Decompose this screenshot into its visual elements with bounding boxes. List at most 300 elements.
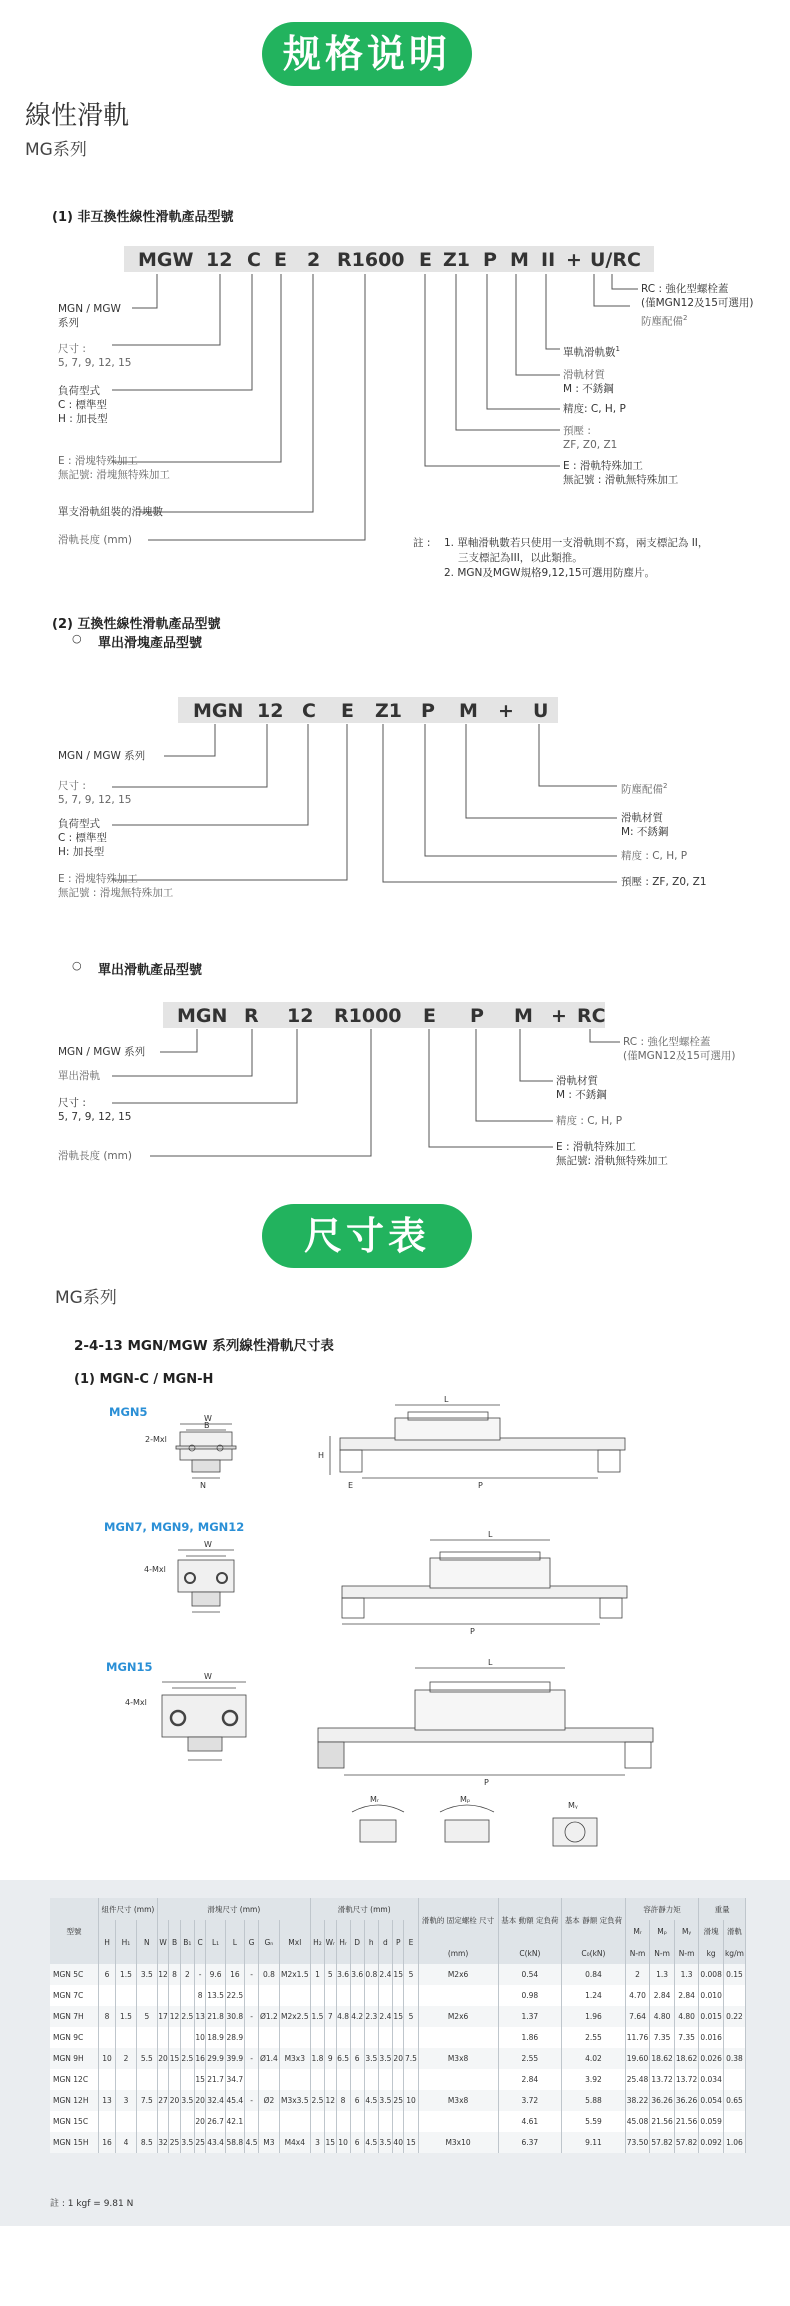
value-cell: 3.5 bbox=[378, 2132, 392, 2153]
mgn7-side-view bbox=[342, 1540, 627, 1624]
th-col-20: (mm) bbox=[418, 1942, 498, 1964]
value-cell: 36.26 bbox=[674, 2090, 699, 2111]
value-cell: 4 bbox=[116, 2132, 137, 2153]
value-cell bbox=[259, 1985, 280, 2006]
value-cell: M3x8 bbox=[418, 2090, 498, 2111]
value-cell: 22.5 bbox=[225, 1985, 244, 2006]
c2-size-label: 尺寸 : bbox=[58, 780, 86, 792]
code2-size: 12 bbox=[257, 700, 284, 722]
c3-rc-note: (僅MGN12及15可選用) bbox=[623, 1050, 736, 1062]
value-cell bbox=[336, 1985, 350, 2006]
value-cell: 13.72 bbox=[650, 2069, 675, 2090]
th-rail: 滑軌尺寸 (mm) bbox=[310, 1898, 418, 1920]
value-cell bbox=[418, 2111, 498, 2132]
value-cell bbox=[325, 2069, 337, 2090]
model-cell: MGN 15C bbox=[50, 2111, 99, 2132]
value-cell: - bbox=[245, 2090, 259, 2111]
th-model: 型號 bbox=[50, 1898, 99, 1964]
th-block: 滑塊尺寸 (mm) bbox=[157, 1898, 310, 1920]
value-cell: 2.5 bbox=[180, 2006, 194, 2027]
table-row bbox=[50, 2027, 746, 2048]
value-cell bbox=[310, 2111, 324, 2132]
value-cell: 25 bbox=[392, 2090, 404, 2111]
value-cell: 30.8 bbox=[225, 2006, 244, 2027]
note1-line2: 三支標記為III，以此類推。 bbox=[458, 552, 583, 564]
value-cell bbox=[378, 1985, 392, 2006]
value-cell: 3 bbox=[310, 2132, 324, 2153]
value-cell: M3x3 bbox=[279, 2048, 310, 2069]
value-cell bbox=[392, 2027, 404, 2048]
table-row bbox=[50, 2111, 746, 2132]
label-mr: Mᵣ bbox=[370, 1795, 379, 1804]
value-cell: 18.62 bbox=[650, 2048, 675, 2069]
value-cell: 10 bbox=[404, 2090, 418, 2111]
c3-length-label: 滑軌長度 (mm) bbox=[58, 1150, 132, 1162]
model-cell: MGN 12H bbox=[50, 2090, 99, 2111]
value-cell: 7.5 bbox=[136, 2090, 157, 2111]
value-cell: M2x1.5 bbox=[279, 1964, 310, 1985]
th-col-7: L₁ bbox=[206, 1920, 225, 1964]
label-l-7: L bbox=[488, 1530, 493, 1539]
page-title: 線性滑軌 bbox=[25, 101, 130, 131]
th-assembly: 組件尺寸 (mm) bbox=[99, 1898, 158, 1920]
value-cell: 57.82 bbox=[674, 2132, 699, 2153]
value-cell: M2x2.5 bbox=[279, 2006, 310, 2027]
value-cell: 16 bbox=[194, 2048, 206, 2069]
value-cell: 5.59 bbox=[562, 2111, 626, 2132]
c3-size-label: 尺寸 : bbox=[58, 1097, 86, 1109]
value-cell: 0.059 bbox=[699, 2111, 724, 2132]
value-cell: 0.008 bbox=[699, 1964, 724, 1985]
value-cell: 21.56 bbox=[650, 2111, 675, 2132]
code2-material: M bbox=[459, 700, 478, 722]
value-cell: 29.9 bbox=[206, 2048, 225, 2069]
value-cell: 8.5 bbox=[136, 2132, 157, 2153]
c1-preload-values: ZF, Z0, Z1 bbox=[563, 439, 618, 451]
th-col-23: Mᵣ bbox=[625, 1920, 650, 1942]
value-cell: 16 bbox=[225, 1964, 244, 1985]
value-cell: 6 bbox=[99, 1964, 116, 1985]
value-cell: 20 bbox=[194, 2090, 206, 2111]
section2a-title: 單出滑塊產品型號 bbox=[98, 636, 203, 651]
value-cell: 1.3 bbox=[674, 1964, 699, 1985]
table-subtitle: (1) MGN-C / MGN-H bbox=[74, 1372, 214, 1387]
drawing-title-mgn15: MGN15 bbox=[106, 1660, 153, 1674]
model-cell: MGN 7H bbox=[50, 2006, 99, 2027]
code1-plus: + bbox=[566, 249, 582, 271]
bullet-icon: ○ bbox=[72, 632, 82, 645]
value-cell: 21.56 bbox=[674, 2111, 699, 2132]
label-mxl-7: 4-Mxl bbox=[144, 1565, 166, 1574]
value-cell: 10 bbox=[336, 2132, 350, 2153]
c1-series-label: MGN / MGW bbox=[58, 303, 121, 315]
th-col-5: B₁ bbox=[180, 1920, 194, 1964]
value-cell bbox=[99, 2069, 116, 2090]
label-mp: Mₚ bbox=[460, 1795, 471, 1804]
th-static: 基本 靜額 定負荷 bbox=[562, 1898, 626, 1942]
th-unit-3: kg bbox=[699, 1942, 724, 1964]
th-unit-1: N-m bbox=[650, 1942, 675, 1964]
value-cell: 8 bbox=[194, 1985, 206, 2006]
mgn5-side-view bbox=[330, 1405, 625, 1478]
th-unit-0: N-m bbox=[625, 1942, 650, 1964]
table-row bbox=[50, 2090, 746, 2111]
value-cell: 9.6 bbox=[206, 1964, 225, 1985]
code1-rail-e: E bbox=[419, 249, 432, 271]
value-cell: 1.5 bbox=[116, 1964, 137, 1985]
value-cell: 7.35 bbox=[650, 2027, 675, 2048]
c2-series-label: MGN / MGW 系列 bbox=[58, 750, 146, 762]
note1-line3: 2. MGN及MGW規格9,12,15可選用防塵片。 bbox=[444, 567, 656, 579]
label-b-5: B bbox=[204, 1421, 210, 1430]
value-cell bbox=[378, 2111, 392, 2132]
value-cell: 8 bbox=[99, 2006, 116, 2027]
label-my: Mᵧ bbox=[568, 1801, 578, 1810]
note1-line1: 1. 單軸滑軌數若只使用一支滑軌則不寫，兩支標記為 II， bbox=[444, 537, 709, 549]
value-cell bbox=[364, 2069, 378, 2090]
code2-preload: Z1 bbox=[375, 700, 402, 722]
value-cell: 0.015 bbox=[699, 2006, 724, 2027]
code1-rails: II bbox=[541, 249, 556, 271]
c1-load-label: 負荷型式 bbox=[58, 385, 100, 397]
mgn7-front-view bbox=[178, 1550, 234, 1612]
value-cell: 21.7 bbox=[206, 2069, 225, 2090]
value-cell bbox=[157, 2111, 169, 2132]
value-cell bbox=[350, 2111, 364, 2132]
value-cell: 5.5 bbox=[136, 2048, 157, 2069]
label-w-7: W bbox=[204, 1540, 212, 1549]
value-cell: 1.3 bbox=[650, 1964, 675, 1985]
code3-length: R1000 bbox=[334, 1005, 402, 1027]
value-cell: 15 bbox=[392, 1964, 404, 1985]
c1-size-label: 尺寸 : bbox=[58, 343, 86, 355]
value-cell bbox=[116, 1985, 137, 2006]
value-cell: 0.38 bbox=[723, 2048, 745, 2069]
value-cell: 1.5 bbox=[116, 2006, 137, 2027]
moment-diagrams bbox=[352, 1805, 597, 1846]
value-cell bbox=[378, 2027, 392, 2048]
c1-dust-label: 防塵配備$^2$ bbox=[641, 314, 688, 328]
label-l-15: L bbox=[488, 1658, 493, 1667]
value-cell: 2.3 bbox=[364, 2006, 378, 2027]
label-p-15: P bbox=[484, 1778, 489, 1787]
drawing-title-mgn5: MGN5 bbox=[109, 1405, 148, 1419]
label-mxl-5: 2-Mxl bbox=[145, 1435, 167, 1444]
value-cell: 15 bbox=[194, 2069, 206, 2090]
value-cell: - bbox=[194, 1964, 206, 1985]
label-p-7: P bbox=[470, 1627, 475, 1636]
code1-series: MGW bbox=[138, 249, 194, 271]
value-cell: 15 bbox=[392, 2006, 404, 2027]
value-cell: - bbox=[245, 2048, 259, 2069]
value-cell: 4.5 bbox=[245, 2132, 259, 2153]
value-cell: 4.2 bbox=[350, 2006, 364, 2027]
value-cell: 26.7 bbox=[206, 2111, 225, 2132]
code1-block-count: 2 bbox=[307, 249, 321, 271]
value-cell bbox=[116, 2027, 137, 2048]
value-cell: 0.15 bbox=[723, 1964, 745, 1985]
value-cell bbox=[350, 2069, 364, 2090]
value-cell: 38.22 bbox=[625, 2090, 650, 2111]
table-row bbox=[50, 1964, 746, 1985]
section2-title: (2) 互換性線性滑軌產品型號 bbox=[52, 617, 221, 632]
c3-rail-label: 單出滑軌 bbox=[58, 1070, 100, 1082]
value-cell: 0.016 bbox=[699, 2027, 724, 2048]
model-cell: MGN 9C bbox=[50, 2027, 99, 2048]
c2-block-e-label: E : 滑塊特殊加工 bbox=[58, 873, 138, 885]
th-col-4: B bbox=[169, 1920, 181, 1964]
value-cell: M3x8 bbox=[418, 2048, 498, 2069]
th-col-10: Gₙ bbox=[259, 1920, 280, 1964]
c2-preload-label: 預壓 : ZF, Z0, Z1 bbox=[621, 876, 707, 888]
c1-rail-none-label: 無記號 : 滑軌無特殊加工 bbox=[563, 474, 679, 486]
value-cell: 0.22 bbox=[723, 2006, 745, 2027]
value-cell bbox=[136, 2027, 157, 2048]
value-cell: 4.8 bbox=[336, 2006, 350, 2027]
value-cell: 18.62 bbox=[674, 2048, 699, 2069]
drawing-title-mgn7: MGN7, MGN9, MGN12 bbox=[104, 1520, 245, 1534]
c3-accuracy-label: 精度 : C, H, P bbox=[556, 1115, 623, 1127]
value-cell bbox=[310, 2069, 324, 2090]
value-cell bbox=[404, 1985, 418, 2006]
value-cell: 45.4 bbox=[225, 2090, 244, 2111]
series-label: MG系列 bbox=[25, 140, 87, 160]
value-cell bbox=[99, 2111, 116, 2132]
value-cell bbox=[418, 2027, 498, 2048]
c2-load-label: 負荷型式 bbox=[58, 818, 100, 830]
value-cell: M3x10 bbox=[418, 2132, 498, 2153]
th-col-8: L bbox=[225, 1920, 244, 1964]
value-cell bbox=[259, 2069, 280, 2090]
value-cell bbox=[180, 2027, 194, 2048]
value-cell bbox=[404, 2027, 418, 2048]
table-row bbox=[50, 2006, 746, 2027]
value-cell: 2.5 bbox=[310, 2090, 324, 2111]
code2-plus: + bbox=[498, 700, 514, 722]
value-cell: 7 bbox=[325, 2006, 337, 2027]
value-cell: 13.72 bbox=[674, 2069, 699, 2090]
value-cell: 3.5 bbox=[136, 1964, 157, 1985]
value-cell: 4.70 bbox=[625, 1985, 650, 2006]
banner-spec: 规格说明 bbox=[262, 22, 472, 86]
value-cell: 3.72 bbox=[498, 2090, 562, 2111]
th-unit-2: N-m bbox=[674, 1942, 699, 1964]
c3-size-values: 5, 7, 9, 12, 15 bbox=[58, 1111, 132, 1123]
value-cell: 13 bbox=[194, 2006, 206, 2027]
value-cell: 7.5 bbox=[404, 2048, 418, 2069]
label-p-5: P bbox=[478, 1481, 483, 1490]
value-cell: 3.5 bbox=[364, 2048, 378, 2069]
sup-1: 1 bbox=[615, 345, 620, 353]
th-col-16: h bbox=[364, 1920, 378, 1964]
value-cell: 0.84 bbox=[562, 1964, 626, 1985]
value-cell: 6 bbox=[350, 2048, 364, 2069]
value-cell: 12 bbox=[169, 2006, 181, 2027]
value-cell: 1.8 bbox=[310, 2048, 324, 2069]
value-cell: 5 bbox=[404, 2006, 418, 2027]
value-cell bbox=[259, 2027, 280, 2048]
value-cell bbox=[723, 2111, 745, 2132]
code1-dust: U/RC bbox=[590, 249, 641, 271]
value-cell: 40 bbox=[392, 2132, 404, 2153]
th-moment: 容許靜力矩 bbox=[625, 1898, 699, 1920]
label-n-5: N bbox=[200, 1481, 206, 1490]
th-col-21: C(kN) bbox=[498, 1942, 562, 1964]
value-cell: 11.76 bbox=[625, 2027, 650, 2048]
model-cell: MGN 9H bbox=[50, 2048, 99, 2069]
value-cell bbox=[169, 2027, 181, 2048]
value-cell: 2.4 bbox=[378, 1964, 392, 1985]
value-cell: 21.8 bbox=[206, 2006, 225, 2027]
th-unit-4: kg/m bbox=[723, 1942, 745, 1964]
value-cell: 9.11 bbox=[562, 2132, 626, 2153]
value-cell: 4.61 bbox=[498, 2111, 562, 2132]
value-cell bbox=[136, 2111, 157, 2132]
table-title: 2-4-13 MGN/MGW 系列線性滑軌尺寸表 bbox=[74, 1338, 334, 1354]
value-cell: 7.35 bbox=[674, 2027, 699, 2048]
value-cell bbox=[99, 1985, 116, 2006]
th-col-24: Mₚ bbox=[650, 1920, 675, 1942]
c1-rail-e-label: E : 滑軌特殊加工 bbox=[563, 460, 643, 472]
c2-material-value: M: 不銹鋼 bbox=[621, 826, 669, 838]
value-cell: 45.08 bbox=[625, 2111, 650, 2132]
mgn15-side-view bbox=[318, 1668, 653, 1775]
value-cell bbox=[279, 2111, 310, 2132]
value-cell bbox=[279, 2027, 310, 2048]
banner-dimensions: 尺寸表 bbox=[262, 1204, 472, 1268]
value-cell bbox=[116, 2069, 137, 2090]
value-cell: 32 bbox=[157, 2132, 169, 2153]
code2-block-e: E bbox=[341, 700, 354, 722]
value-cell bbox=[336, 2111, 350, 2132]
code3-rail-e: E bbox=[423, 1005, 436, 1027]
value-cell: 7.64 bbox=[625, 2006, 650, 2027]
value-cell bbox=[350, 2027, 364, 2048]
value-cell: 2 bbox=[180, 1964, 194, 1985]
value-cell bbox=[136, 2069, 157, 2090]
series-label-2: MG系列 bbox=[55, 1288, 117, 1308]
value-cell: 27 bbox=[157, 2090, 169, 2111]
th-col-15: D bbox=[350, 1920, 364, 1964]
value-cell: 0.8 bbox=[259, 1964, 280, 1985]
value-cell: 34.7 bbox=[225, 2069, 244, 2090]
value-cell: 17 bbox=[157, 2006, 169, 2027]
code2-accuracy: P bbox=[421, 700, 435, 722]
value-cell: 20 bbox=[169, 2090, 181, 2111]
c1-series-label2: 系列 bbox=[58, 317, 79, 329]
c3-material-label: 滑軌材質 bbox=[556, 1075, 598, 1087]
value-cell: 19.60 bbox=[625, 2048, 650, 2069]
table-body bbox=[50, 1964, 746, 2153]
table-row bbox=[50, 2069, 746, 2090]
value-cell: 3.5 bbox=[378, 2090, 392, 2111]
th-col-26: 滑塊 bbox=[699, 1920, 724, 1942]
value-cell bbox=[723, 1985, 745, 2006]
value-cell bbox=[279, 2069, 310, 2090]
value-cell: 0.054 bbox=[699, 2090, 724, 2111]
label-w-15: W bbox=[204, 1672, 212, 1681]
value-cell bbox=[325, 2027, 337, 2048]
th-col-19: E bbox=[404, 1920, 418, 1964]
bullet-icon-2: ○ bbox=[72, 959, 82, 972]
code1-length: R1600 bbox=[337, 249, 405, 271]
code1-preload: Z1 bbox=[443, 249, 470, 271]
c3-rail-none-label: 無記號: 滑軌無特殊加工 bbox=[556, 1155, 668, 1167]
value-cell: 73.50 bbox=[625, 2132, 650, 2153]
value-cell: 25 bbox=[194, 2132, 206, 2153]
value-cell bbox=[99, 2027, 116, 2048]
value-cell: 2 bbox=[625, 1964, 650, 1985]
th-col-2: N bbox=[136, 1920, 157, 1964]
value-cell: 2 bbox=[116, 2048, 137, 2069]
th-col-1: H₁ bbox=[116, 1920, 137, 1964]
value-cell: - bbox=[245, 2006, 259, 2027]
sup-2: 2 bbox=[683, 314, 688, 322]
c1-block-count-label: 單支滑軌組裝的滑塊數 bbox=[58, 506, 163, 518]
c1-accuracy-label: 精度: C, H, P bbox=[563, 403, 626, 415]
value-cell: 1.06 bbox=[723, 2132, 745, 2153]
th-col-17: d bbox=[378, 1920, 392, 1964]
value-cell: 5 bbox=[404, 1964, 418, 1985]
c1-material-value: M : 不銹鋼 bbox=[563, 383, 614, 395]
value-cell: M4x4 bbox=[279, 2132, 310, 2153]
c1-preload-label: 預壓 : bbox=[563, 425, 591, 437]
value-cell bbox=[723, 2069, 745, 2090]
value-cell: 3 bbox=[116, 2090, 137, 2111]
value-cell bbox=[404, 2111, 418, 2132]
code1-size: 12 bbox=[206, 249, 233, 271]
value-cell: 5 bbox=[136, 2006, 157, 2027]
value-cell: - bbox=[245, 1964, 259, 1985]
model-cell: MGN 5C bbox=[50, 1964, 99, 1985]
c1-block-e-label: E : 滑塊特殊加工 bbox=[58, 455, 138, 467]
value-cell: 13.5 bbox=[206, 1985, 225, 2006]
value-cell: 36.26 bbox=[650, 2090, 675, 2111]
value-cell: M2x6 bbox=[418, 1964, 498, 1985]
code2-series: MGN bbox=[193, 700, 244, 722]
value-cell: Ø2 bbox=[259, 2090, 280, 2111]
th-col-25: Mᵧ bbox=[674, 1920, 699, 1942]
table-row bbox=[50, 2132, 746, 2153]
value-cell: 0.092 bbox=[699, 2132, 724, 2153]
label-h-5: H bbox=[318, 1451, 325, 1460]
value-cell: 6 bbox=[350, 2132, 364, 2153]
code3-series: MGN bbox=[177, 1005, 228, 1027]
th-col-14: Hᵣ bbox=[336, 1920, 350, 1964]
value-cell: 28.9 bbox=[225, 2027, 244, 2048]
code1-block-e: E bbox=[274, 249, 287, 271]
c1-rc-label: RC : 強化型螺栓蓋 bbox=[641, 283, 729, 295]
model-cell: MGN 15H bbox=[50, 2132, 99, 2153]
value-cell: 25.48 bbox=[625, 2069, 650, 2090]
value-cell: 4.80 bbox=[674, 2006, 699, 2027]
value-cell bbox=[336, 2027, 350, 2048]
value-cell: 3.5 bbox=[180, 2132, 194, 2153]
value-cell bbox=[169, 2069, 181, 2090]
th-col-9: G bbox=[245, 1920, 259, 1964]
table-row bbox=[50, 1985, 746, 2006]
value-cell: 2.84 bbox=[674, 1985, 699, 2006]
value-cell bbox=[392, 2111, 404, 2132]
value-cell: 15 bbox=[325, 2132, 337, 2153]
value-cell: 4.5 bbox=[364, 2132, 378, 2153]
code2-load: C bbox=[302, 700, 316, 722]
value-cell: 39.9 bbox=[225, 2048, 244, 2069]
c1-load-h: H : 加長型 bbox=[58, 413, 108, 425]
value-cell bbox=[180, 2111, 194, 2132]
c1-size-values: 5, 7, 9, 12, 15 bbox=[58, 357, 132, 369]
value-cell: M3x3.5 bbox=[279, 2090, 310, 2111]
